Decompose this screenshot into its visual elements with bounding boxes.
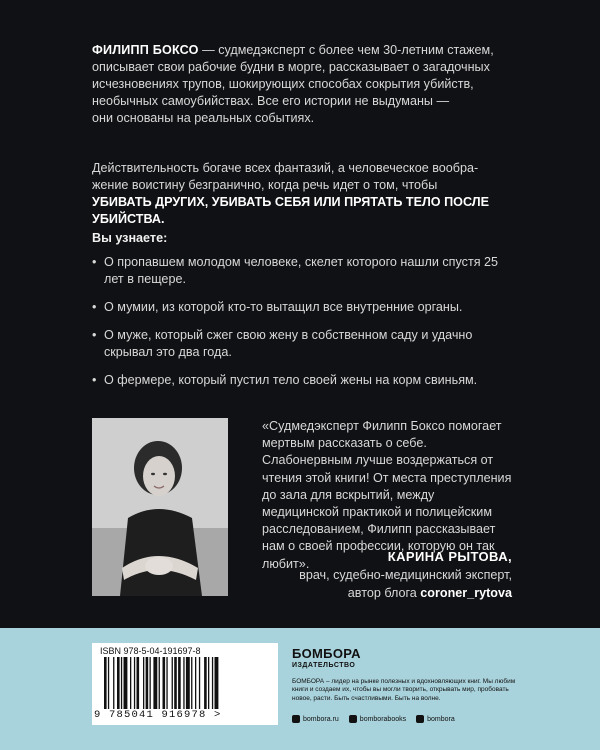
author-photo: [92, 418, 228, 596]
telegram-icon: [416, 715, 424, 723]
learn-item: • О фермере, который пустил тело своей жены на корм свиньям.: [92, 372, 512, 389]
intro-line-2: описывает свои рабочие будни в морге, рассказывает о загадочных: [92, 60, 490, 74]
publisher-logo: [292, 646, 361, 669]
social-link-telegram-label: bombora: [427, 715, 455, 723]
portrait-illustration: [92, 418, 228, 596]
barcode-bar: [130, 657, 131, 709]
barcode-bar: [215, 657, 219, 709]
intro-line-4: необычных самоубийствах. Все его истории не выдуманы —: [92, 94, 450, 108]
barcode-bar: [108, 657, 109, 709]
barcode-bar: [166, 657, 167, 709]
review-author: [299, 548, 512, 602]
learn-item: • О пропавшем молодом человеке, скелет которого нашли спустя 25 лет в пещере.: [92, 254, 512, 288]
barcode-box: [92, 643, 278, 725]
barcode-bar: [121, 657, 122, 709]
publisher-subtitle: ИЗДАТЕЛЬСТВО: [292, 662, 356, 669]
barcode-bar: [172, 657, 173, 709]
barcode-bar: [153, 657, 157, 709]
intro-line-1: — судмедэксперт с более чем 30-летним стажем,: [198, 43, 494, 57]
barcode-bar: [146, 657, 149, 709]
barcode-bar: [186, 657, 190, 709]
learn-title: Вы узнаете:: [92, 231, 168, 245]
isbn-label: ISBN 978-5-04-191697-8: [100, 646, 201, 656]
barcode-bar: [191, 657, 192, 709]
intro-paragraph: [92, 42, 512, 127]
review-author-name: КАРИНА РЫТОВА,: [387, 549, 512, 564]
barcode-bar: [117, 657, 120, 709]
publisher-description: БОМБОРА – лидер на рынке полезных и вдохновляющих книг. Мы любим книги и создаем их, чтобы вы могли творить, открывать мир, пробовать новое, расти. Быть счастливыми. Быть на волне.: [292, 678, 516, 702]
lead-line-1: Действительность богаче всех фантазий, а человеческое вообра-: [92, 161, 479, 175]
barcode-bar: [104, 657, 107, 709]
barcode-bar: [199, 657, 200, 709]
blog-prefix: автор блога: [347, 586, 421, 600]
barcode-bar: [204, 657, 207, 709]
social-link-vk-label: bomborabooks: [359, 715, 407, 723]
social-links: [292, 715, 455, 723]
globe-icon: [292, 715, 300, 723]
social-link-site-label: bombora.ru: [303, 715, 339, 723]
barcode: [104, 657, 266, 709]
barcode-bar: [195, 657, 196, 709]
lead-line-2: жение воистину безгранично, когда речь идет о том, чтобы: [92, 178, 438, 192]
barcode-bar: [113, 657, 114, 709]
learn-list: [92, 254, 512, 400]
learn-item: • О муже, который сжег свою жену в собственном саду и удачно скрывал это два года.: [92, 327, 512, 361]
barcode-bar: [137, 657, 140, 709]
review-quote: «Судмедэксперт Филипп Боксо помогает мертвым рассказать о себе. Слабонервным лучше воздержаться от чтения этой книги! От места преступления до зала для вскрытий, между медицинской практикой и полицейским расследованием, Филипп рассказывает нам о своей профессии, которую он так любит».: [262, 419, 512, 571]
barcode-bar: [178, 657, 181, 709]
blog-handle: coroner_rytova: [420, 586, 512, 600]
intro-author-name: ФИЛИПП БОКСО: [92, 43, 199, 57]
intro-line-3: исчезновениях трупов, шокирующих способах сокрытия убийств,: [92, 77, 474, 91]
review-author-role: врач, судебно-медицинский эксперт,: [299, 568, 512, 582]
learn-item: • О мумии, из которой кто-то вытащил все внутренние органы.: [92, 299, 512, 316]
barcode-bar: [134, 657, 135, 709]
barcode-bar: [208, 657, 209, 709]
barcode-bar: [143, 657, 144, 709]
barcode-bar: [174, 657, 177, 709]
barcode-bar: [159, 657, 160, 709]
publisher-name: БОМБОРА: [292, 646, 361, 661]
lead-emphasis: УБИВАТЬ ДРУГИХ, УБИВАТЬ СЕБЯ ИЛИ ПРЯТАТЬ ТЕЛО ПОСЛЕ УБИЙСТВА.: [92, 195, 489, 226]
social-link-telegram[interactable]: [416, 715, 455, 723]
social-link-site[interactable]: [292, 715, 339, 723]
social-link-vk[interactable]: [349, 715, 406, 723]
intro-line-5: они основаны на реальных событиях.: [92, 111, 315, 125]
barcode-bar: [124, 657, 128, 709]
barcode-bar: [183, 657, 184, 709]
barcode-bar: [150, 657, 151, 709]
barcode-digits: 9 785041 916978 >: [94, 709, 222, 721]
vk-icon: [349, 715, 357, 723]
barcode-bar: [212, 657, 213, 709]
barcode-bar: [163, 657, 166, 709]
lead-paragraph: [92, 160, 512, 228]
review-author-blog: [299, 584, 512, 602]
